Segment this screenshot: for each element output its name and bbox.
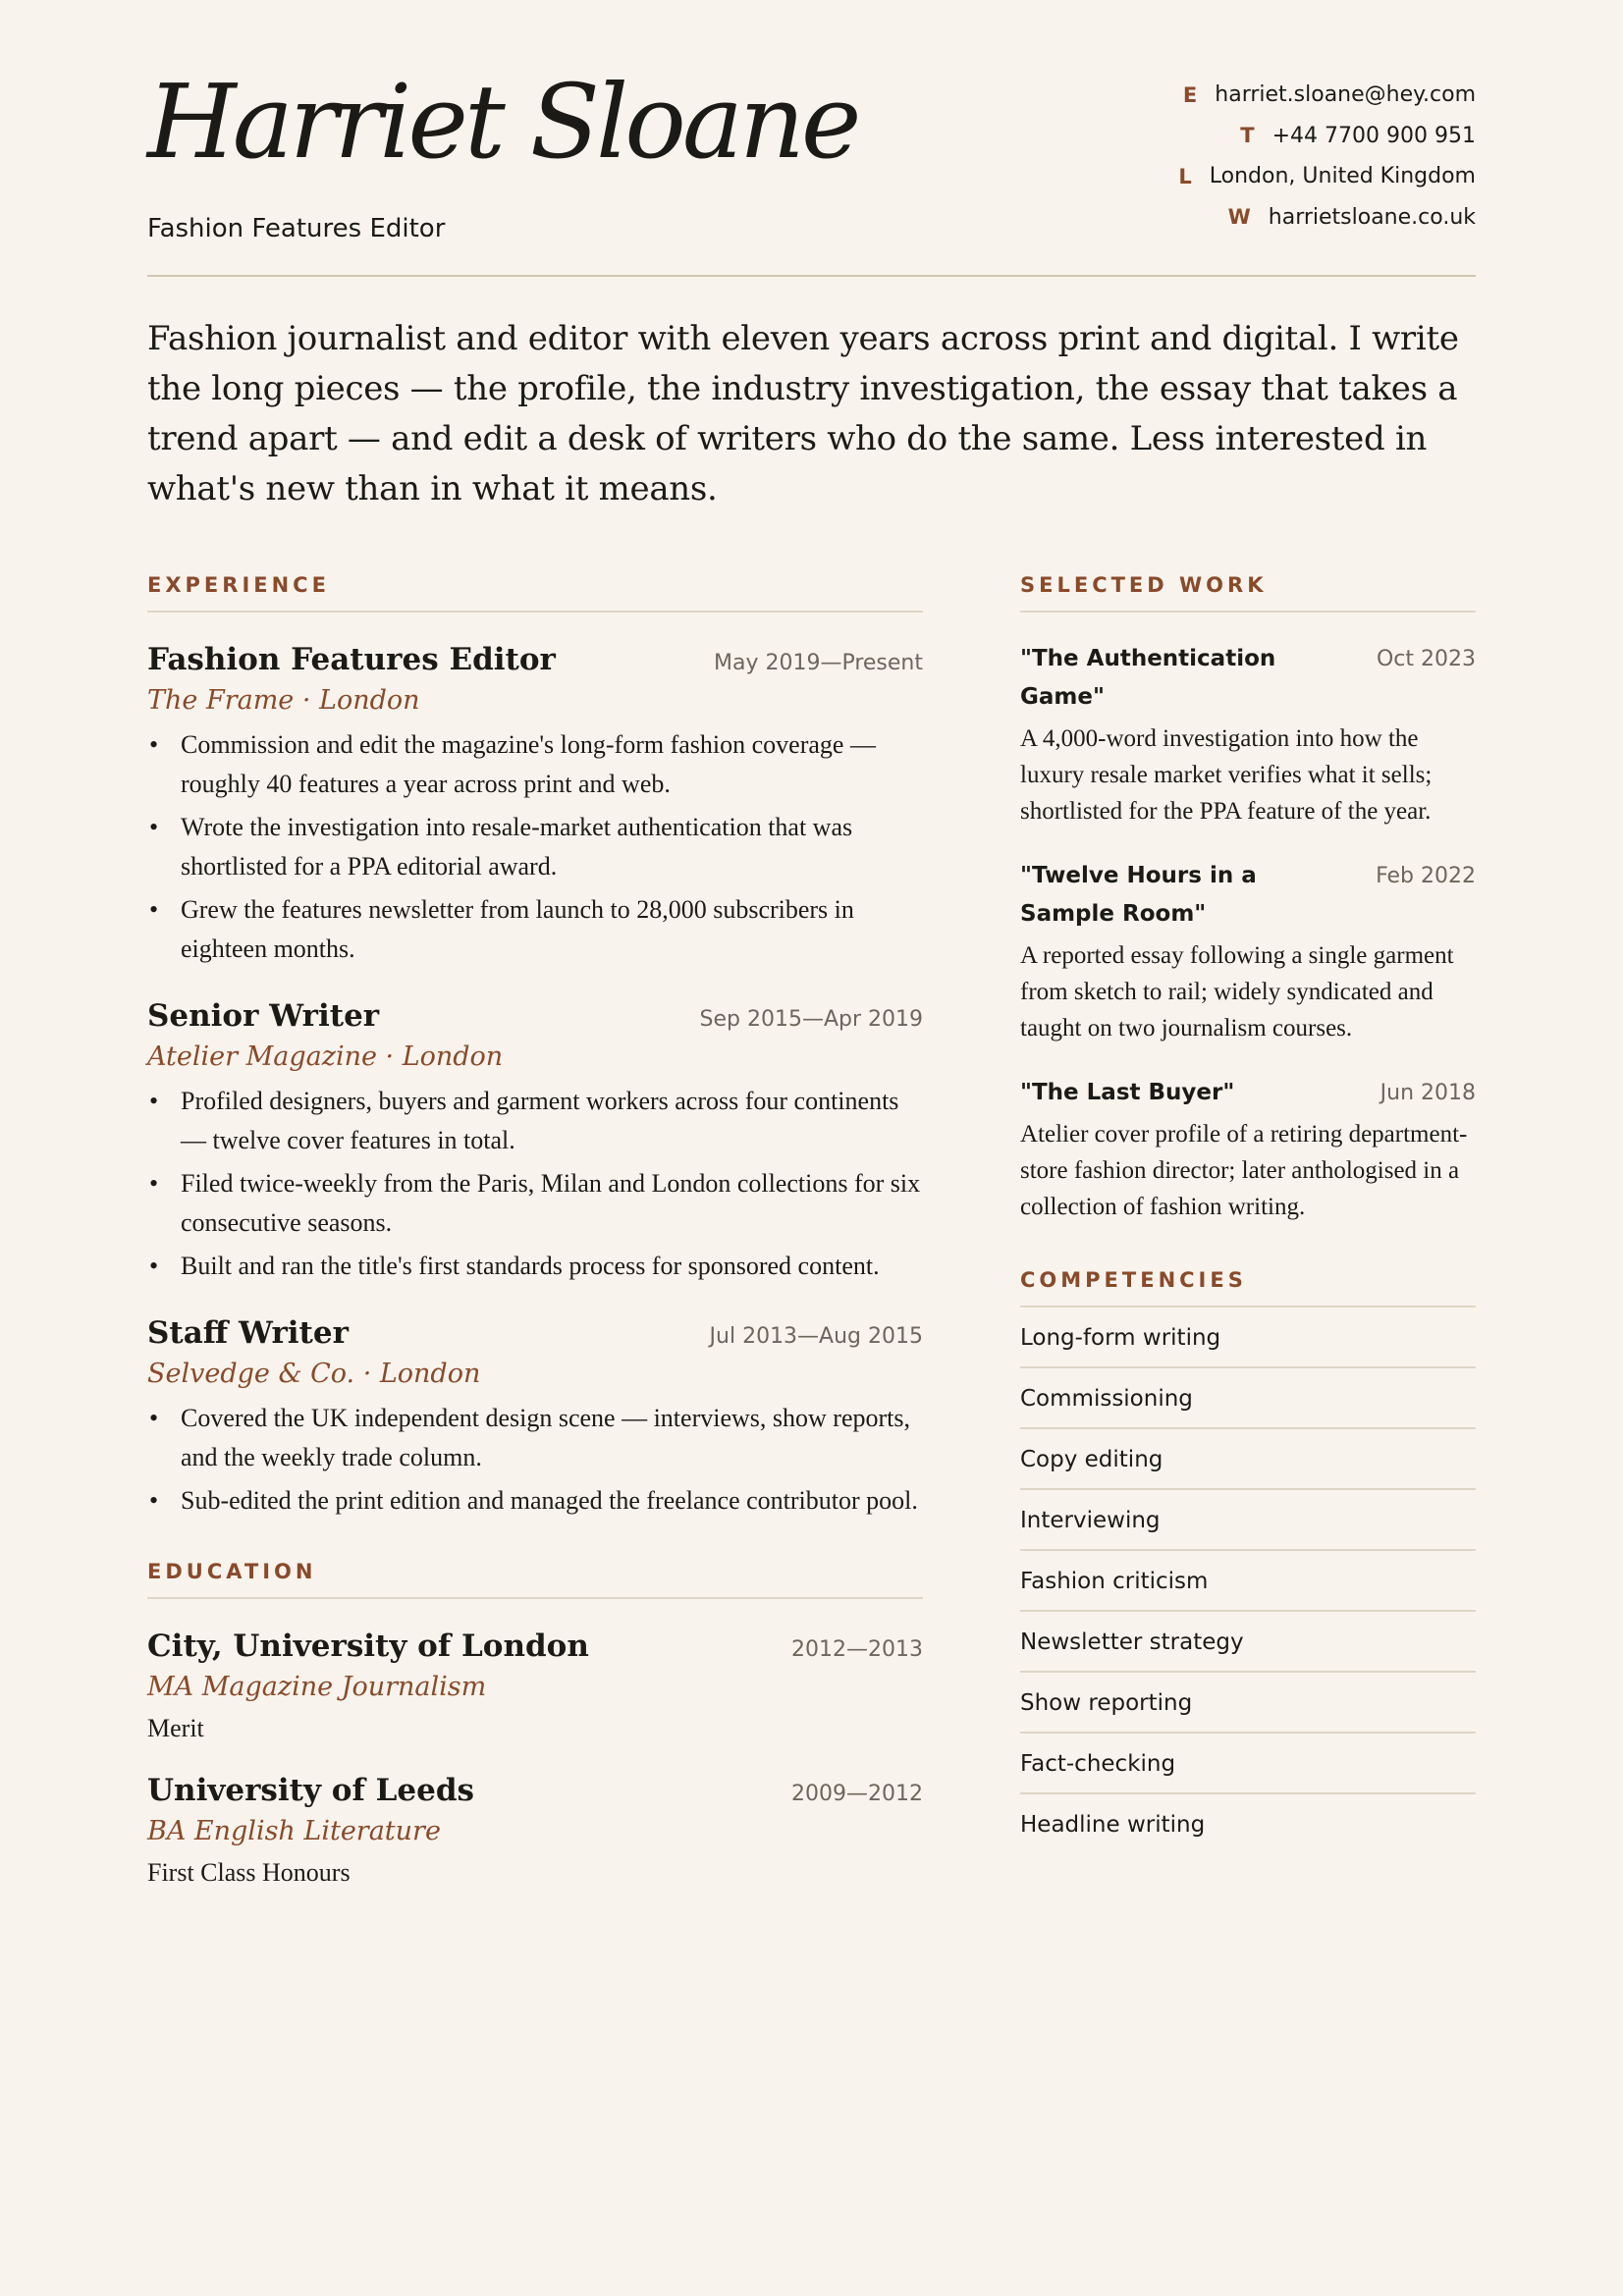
education-heading: EDUCATION [147, 1560, 923, 1599]
job-bullet: • Commission and edit the magazine's long-form fashion coverage — roughly 40 features a year across print and web. [147, 725, 923, 804]
competencies-heading: COMPETENCIES [1020, 1268, 1476, 1308]
job-title: Staff Writer [147, 1315, 349, 1351]
job-title: Fashion Features Editor [147, 642, 556, 677]
education-dates: 2012—2013 [791, 1637, 923, 1662]
job-bullet: • Filed twice-weekly from the Paris, Milan and London collections for six consecutive seasons. [147, 1164, 923, 1243]
experience-heading: EXPERIENCE [147, 573, 923, 613]
work-header [1020, 1074, 1476, 1112]
work-description: A 4,000-word investigation into how the luxury resale market verifies what it sells; shortlisted for the PPA feature of the year. [1020, 725, 1433, 825]
degree-result: First Class Honours [147, 1858, 351, 1887]
education-entry [147, 1773, 923, 1888]
competency-item: Long-form writing [1020, 1308, 1476, 1368]
competency-list [1020, 1308, 1476, 1855]
education-header [147, 1773, 923, 1808]
degree: BA English Literature [147, 1816, 441, 1846]
work-date: Feb 2022 [1376, 864, 1476, 888]
job-bullet: • Covered the UK independent design scene — interviews, show reports, and the weekly trade column. [147, 1399, 923, 1477]
degree-result: Merit [147, 1714, 204, 1742]
job-bullets [147, 1082, 923, 1286]
job-bullet: • Grew the features newsletter from launch to 28,000 subscribers in eighteen months. [147, 890, 923, 969]
contact-email [1178, 75, 1476, 116]
competency-item: Copy editing [1020, 1429, 1476, 1490]
work-title: "The Last Buyer" [1020, 1080, 1235, 1105]
work-item [1020, 857, 1476, 1046]
job-dates: Sep 2015—Apr 2019 [699, 1007, 923, 1032]
job-entry [147, 998, 923, 1286]
job-header [147, 642, 923, 677]
job-bullets [147, 725, 923, 969]
website-link[interactable]: harrietsloane.co.uk [1268, 204, 1476, 230]
header-divider [147, 275, 1476, 277]
phone-link[interactable]: +44 7700 900 951 [1271, 123, 1476, 148]
education-section [147, 1560, 923, 1888]
left-column [147, 573, 923, 1888]
work-item [1020, 1074, 1476, 1225]
job-organization: Atelier Magazine · London [147, 1041, 504, 1072]
work-title: "Twelve Hours in a Sample Room" [1020, 863, 1257, 927]
job-bullet: • Built and ran the title's first standards process for sponsored content. [147, 1247, 923, 1286]
competency-item: Show reporting [1020, 1673, 1476, 1734]
contact-key: L [1178, 164, 1192, 188]
contact-phone [1178, 116, 1476, 157]
work-date: Jun 2018 [1380, 1081, 1476, 1105]
job-title: Senior Writer [147, 998, 380, 1034]
job-organization: The Frame · London [147, 685, 420, 716]
competency-item: Newsletter strategy [1020, 1612, 1476, 1673]
job-header [147, 998, 923, 1034]
work-date: Oct 2023 [1376, 647, 1476, 671]
competency-item: Interviewing [1020, 1490, 1476, 1551]
work-header [1020, 640, 1476, 717]
competencies-section [1020, 1268, 1476, 1855]
right-column [1020, 573, 1476, 1888]
contact-website [1178, 197, 1476, 239]
contact-list [1178, 75, 1476, 238]
header [147, 62, 1476, 275]
contact-key: T [1240, 124, 1255, 148]
school-name: City, University of London [147, 1629, 589, 1664]
education-entry [147, 1629, 923, 1743]
body-columns [147, 573, 1476, 1888]
job-entry [147, 642, 923, 969]
job-entry [147, 1315, 923, 1521]
education-header [147, 1629, 923, 1664]
person-name: Harriet Sloane [147, 62, 858, 182]
job-organization: Selvedge & Co. · London [147, 1359, 481, 1389]
school-name: University of Leeds [147, 1773, 474, 1808]
competency-item: Fact-checking [1020, 1734, 1476, 1794]
job-bullets [147, 1399, 923, 1521]
job-dates: May 2019—Present [713, 651, 923, 675]
work-title: "The Authentication Game" [1020, 646, 1276, 710]
selected-work-heading: SELECTED WORK [1020, 573, 1476, 613]
job-header [147, 1315, 923, 1351]
location-text: London, United Kingdom [1209, 164, 1476, 189]
job-dates: Jul 2013—Aug 2015 [709, 1324, 923, 1349]
work-description: A reported essay following a single garment from sketch to rail; widely syndicated and taught on two journalism courses. [1020, 942, 1454, 1041]
job-bullet: • Profiled designers, buyers and garment workers across four continents — twelve cover features in total. [147, 1082, 923, 1160]
competency-item: Commissioning [1020, 1368, 1476, 1429]
job-bullet: • Sub-edited the print edition and managed the freelance contributor pool. [147, 1481, 923, 1521]
summary: Fashion journalist and editor with eleven years across print and digital. I write the long pieces — the profile, the industry investigation, the essay that takes a trend apart — and edit a desk of writers who do the same. Less interested in what's new than in what it means. [147, 319, 1459, 508]
job-bullet: • Wrote the investigation into resale-market authentication that was shortlisted for a PPA editorial award. [147, 808, 923, 886]
education-dates: 2009—2012 [791, 1782, 923, 1806]
competency-item: Fashion criticism [1020, 1551, 1476, 1612]
work-header [1020, 857, 1476, 934]
person-role: Fashion Features Editor [147, 214, 446, 243]
contact-location [1178, 156, 1476, 197]
name-block [147, 62, 858, 243]
contact-key: W [1227, 205, 1251, 230]
email-link[interactable]: harriet.sloane@hey.com [1215, 82, 1476, 108]
competency-item: Headline writing [1020, 1812, 1206, 1838]
work-description: Atelier cover profile of a retiring department-store fashion director; later anthologised in a collection of fashion writing. [1020, 1121, 1468, 1220]
work-item [1020, 640, 1476, 829]
contact-key: E [1182, 82, 1198, 107]
degree: MA Magazine Journalism [147, 1672, 487, 1702]
